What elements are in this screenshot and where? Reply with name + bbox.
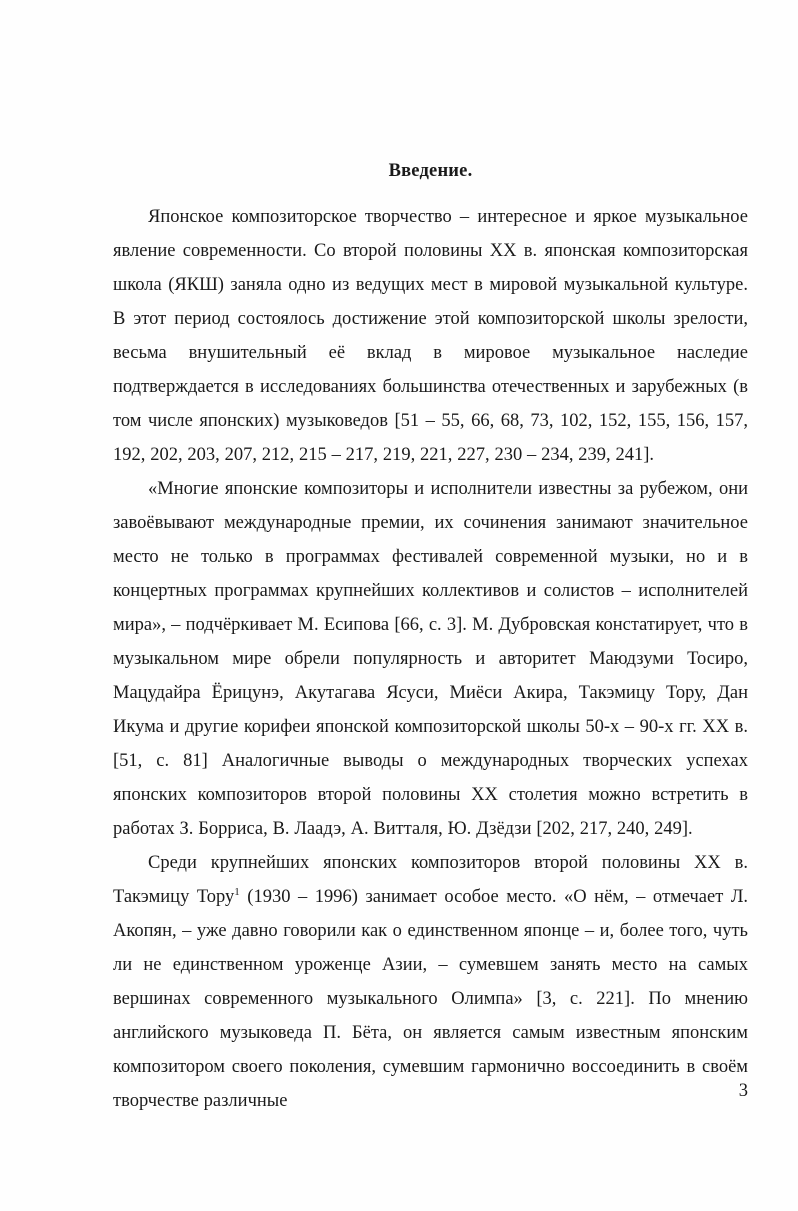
page-text-block: [113, 160, 748, 1118]
page-number: 3: [738, 1081, 748, 1101]
paragraph-3-text-before-footnote: Среди крупнейших японских композиторов второй половины XX в. Такэмицу Тору: [113, 853, 748, 908]
body-paragraph-2: «Многие японские композиторы и исполнители известны за рубежом, они завоёвывают международные премии, их сочинения занимают значительное место не только в программах фестивалей современной музыки, но и в концертных программах крупнейших коллективов и солистов – исполнителей мира», – подчёркивает М. Есипова [66, с. 3]. М. Дубровская констатирует, что в музыкальном мире обрели популярность и авторитет Маюдзуми Тосиро, Мацудайра Ёрицунэ, Акутагава Ясуси, Миёси Акира, Такэмицу Тору, Дан Икума и другие корифеи японской композиторской школы 50-х – 90-х гг. XX в.[51, с. 81] Аналогичные выводы о международных творческих успехах японских композиторов второй половины XX столетия можно встретить в работах З. Борриса, В. Лаадэ, А. Витталя, Ю. Дзёдзи [202, 217, 240, 249].: [113, 479, 748, 840]
page-title: Введение.: [388, 161, 473, 181]
footnote-reference-marker: 1: [234, 886, 240, 899]
body-paragraph-1: Японское композиторское творчество – интересное и яркое музыкальное явление современности. Со второй половины XX в. японская композиторская школа (ЯКШ) заняла одно из ведущих мест в мировой музыкальной культуре. В этот период состоялось достижение этой композиторской школы зрелости, весьма внушительный её вклад в мировое музыкальное наследие подтверждается в исследованиях большинства отечественных и зарубежных (в том числе японских) музыковедов [51 – 55, 66, 68, 73, 102, 152, 155, 156, 157, 192, 202, 203, 207, 212, 215 – 217, 219, 221, 227, 230 – 234, 239, 241].: [113, 207, 748, 466]
paragraph-3-text-after-footnote: (1930 – 1996) занимает особое место. «О нём, – отмечает Л. Акопян, – уже давно говорили как о единственном японце – и, более того, чуть ли не единственном уроженце Азии, – сумевшем занять место на самых вершинах современного музыкального Олимпа» [3, с. 221]. По мнению английского музыковеда П. Бёта, он является самым известным японским композитором своего поколения, сумевшим гармонично воссоединить в своём творчестве различные: [113, 887, 748, 1112]
body-paragraph-3: [113, 846, 748, 1118]
